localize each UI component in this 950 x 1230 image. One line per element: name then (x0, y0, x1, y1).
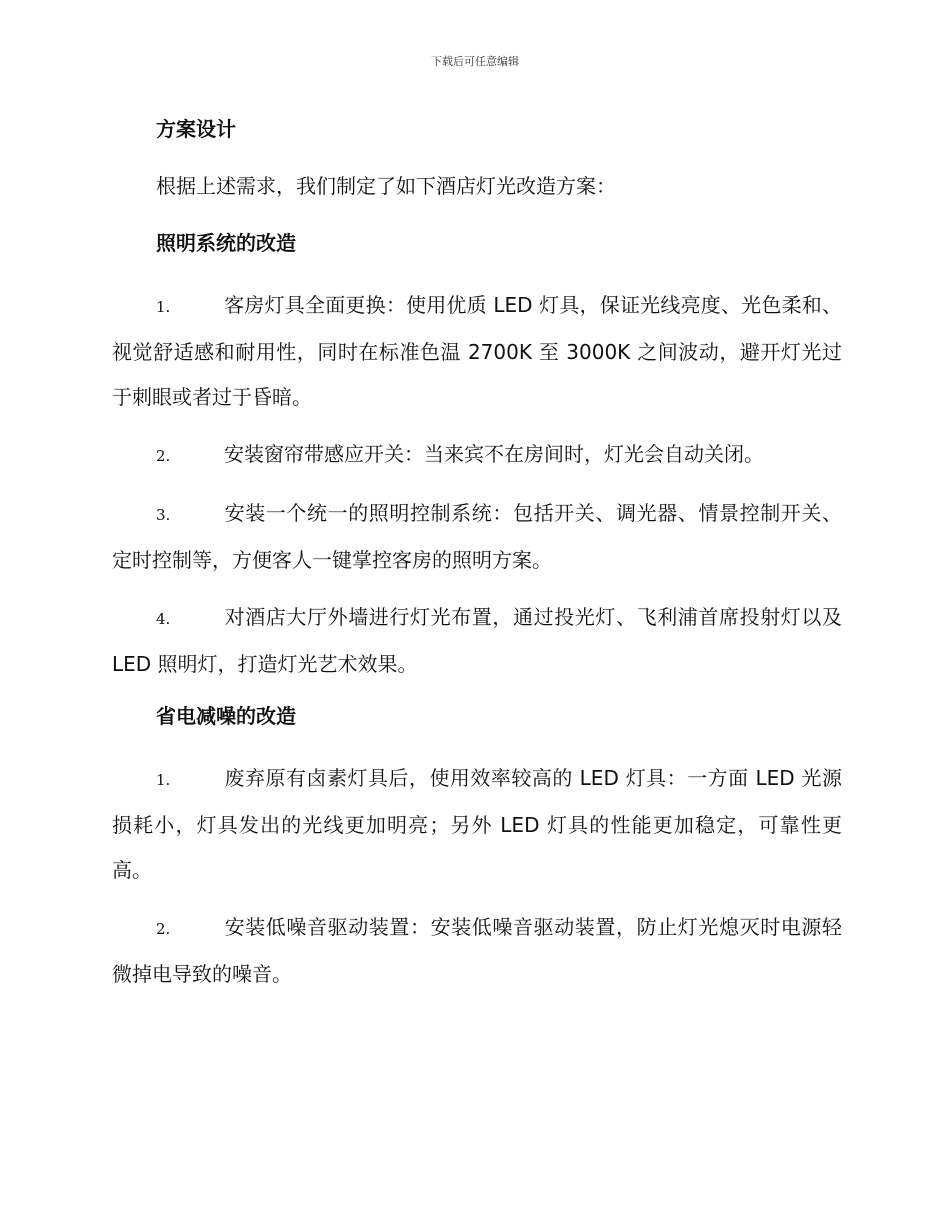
section-title-energy: 省电减噪的改造 (156, 704, 296, 728)
list-item (112, 905, 842, 997)
list-number: 4. (156, 610, 171, 628)
list-number: 1. (156, 298, 171, 316)
list-item (112, 283, 842, 420)
list-number: 2. (156, 920, 171, 938)
list-item-text: 客房灯具全面更换：使用优质 LED 灯具，保证光线亮度、光色柔和、视觉舒适感和耐用性，同时在标准色温 2700K 至 3000K 之间波动，避开灯光过于刺眼或者过于昏暗。 (112, 293, 842, 409)
list-item-text: 对酒店大厅外墙进行灯光布置，通过投光灯、飞利浦首席投射灯以及 LED 照明灯，打造灯光艺术效果。 (112, 605, 842, 676)
list-item (112, 491, 842, 583)
intro-paragraph: 根据上述需求，我们制定了如下酒店灯光改造方案： (156, 174, 616, 198)
section-title-lighting: 照明系统的改造 (156, 231, 296, 255)
list-item-text: 废弃原有卤素灯具后，使用效率较高的 LED 灯具：一方面 LED 光源损耗小，灯具发出的光线更加明亮；另外 LED 灯具的性能更加稳定，可靠性更高。 (112, 766, 842, 882)
list-item-text: 安装低噪音驱动装置：安装低噪音驱动装置，防止灯光熄灭时电源轻微掉电导致的噪音。 (112, 915, 842, 986)
list-item-text: 安装窗帘带感应开关：当来宾不在房间时，灯光会自动关闭。 (224, 442, 764, 466)
list-number: 2. (156, 447, 171, 465)
list-item (112, 432, 842, 479)
list-item-text: 安装一个统一的照明控制系统：包括开关、调光器、情景控制开关、定时控制等，方便客人一键掌控客房的照明方案。 (112, 501, 842, 572)
list-item (112, 756, 842, 893)
list-item (112, 595, 842, 687)
list-number: 1. (156, 771, 171, 789)
list-number: 3. (156, 506, 171, 524)
document-body (112, 112, 842, 1009)
header-note: 下载后可任意编辑 (431, 55, 519, 68)
section-title-design: 方案设计 (156, 117, 236, 141)
